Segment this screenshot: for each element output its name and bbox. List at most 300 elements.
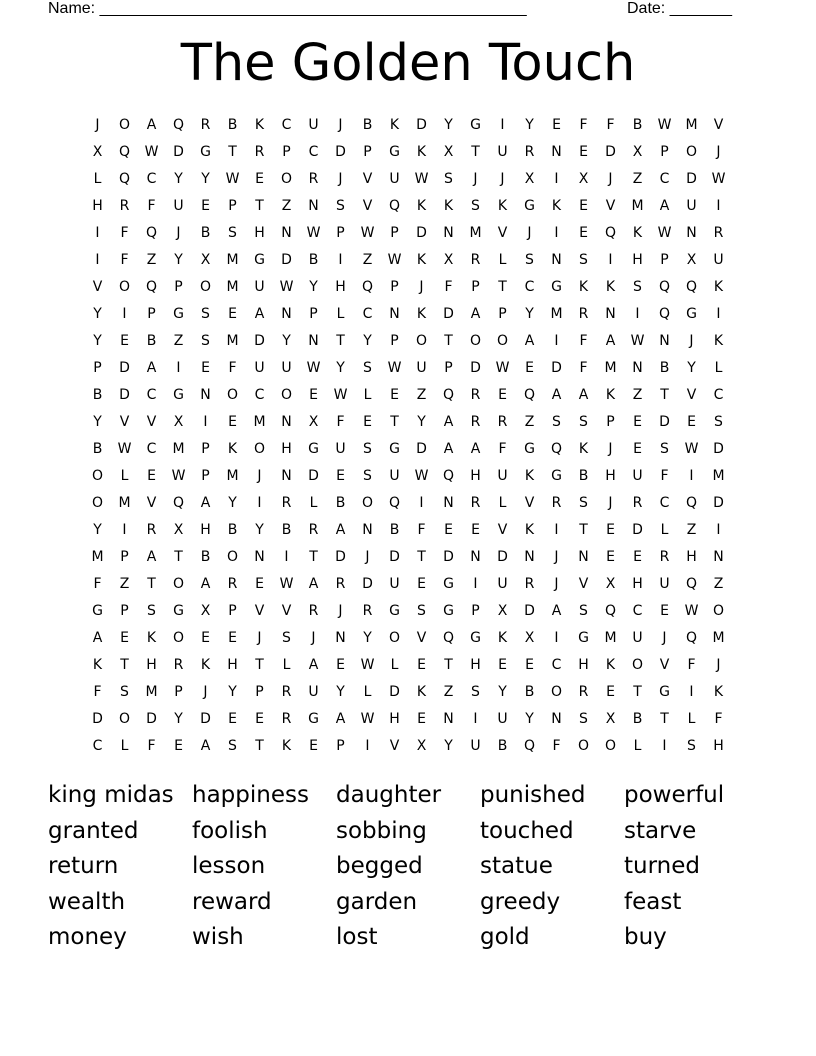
grid-letter: G (443, 576, 454, 592)
grid-row (84, 193, 732, 220)
grid-letter: U (254, 360, 265, 376)
grid-letter: C (92, 738, 103, 754)
grid-letter: O (226, 549, 239, 565)
grid-letter: C (146, 441, 157, 457)
grid-letter: S (363, 441, 372, 457)
grid-letter: F (147, 198, 156, 214)
grid-letter: B (146, 333, 157, 349)
grid-letter: O (550, 684, 563, 700)
grid-letter: W (495, 360, 510, 376)
grid-letter: N (308, 198, 319, 214)
grid-letter: J (203, 684, 208, 700)
grid-letter: N (389, 306, 400, 322)
grid-row (84, 301, 732, 328)
grid-letter: L (120, 468, 129, 484)
grid-letter: Q (172, 495, 185, 511)
grid-letter: F (579, 117, 588, 133)
grid-letter: Y (687, 360, 696, 376)
grid-letter: R (362, 603, 373, 619)
word-bank-item: punished (480, 782, 586, 808)
grid-letter: K (200, 657, 211, 673)
grid-letter: T (228, 144, 237, 160)
grid-letter: V (119, 414, 130, 430)
grid-letter: Z (524, 414, 535, 430)
grid-letter: M (604, 630, 617, 646)
grid-letter: Y (525, 306, 534, 322)
grid-letter: M (118, 495, 131, 511)
grid-letter: K (524, 468, 535, 484)
grid-letter: F (147, 738, 156, 754)
grid-letter: A (200, 495, 211, 511)
grid-letter: V (416, 630, 427, 646)
grid-letter: S (444, 171, 453, 187)
grid-letter: N (470, 549, 481, 565)
word-bank-item: touched (480, 817, 574, 844)
grid-letter: E (498, 657, 507, 673)
grid-letter: H (686, 549, 697, 565)
grid-letter: A (524, 333, 535, 349)
grid-letter: P (444, 360, 453, 376)
grid-letter: W (414, 171, 429, 187)
word-bank-item: feast (624, 888, 682, 915)
grid-letter: G (389, 144, 400, 160)
grid-letter: Y (93, 333, 102, 349)
grid-letter: P (147, 306, 156, 322)
grid-letter: V (713, 117, 724, 133)
grid-letter: N (524, 549, 535, 565)
grid-letter: K (227, 441, 238, 457)
grid-letter: Y (228, 495, 237, 511)
grid-letter: E (390, 387, 399, 403)
grid-letter: I (473, 711, 478, 727)
grid-letter: F (93, 576, 102, 592)
grid-letter: S (579, 252, 588, 268)
grid-letter: Z (632, 387, 643, 403)
grid-letter: L (633, 738, 642, 754)
grid-letter: X (443, 252, 454, 268)
grid-letter: J (527, 225, 532, 241)
grid-letter: R (119, 198, 130, 214)
grid-letter: V (497, 225, 508, 241)
grid-letter: A (335, 522, 346, 538)
grid-row (84, 328, 732, 355)
grid-letter: E (255, 576, 264, 592)
grid-letter: P (228, 198, 237, 214)
grid-letter: H (146, 657, 157, 673)
grid-letter: P (606, 414, 615, 430)
grid-letter: V (146, 495, 157, 511)
grid-letter: U (389, 468, 400, 484)
grid-letter: Z (281, 198, 292, 214)
grid-letter: S (201, 333, 210, 349)
grid-letter: I (689, 468, 694, 484)
grid-letter: D (416, 225, 427, 241)
grid-letter: H (92, 198, 103, 214)
grid-row (84, 571, 732, 598)
grid-letter: N (605, 306, 616, 322)
grid-letter: Z (416, 387, 427, 403)
grid-letter: K (713, 333, 724, 349)
grid-letter: D (686, 171, 697, 187)
grid-letter: H (281, 441, 292, 457)
grid-letter: N (281, 306, 292, 322)
grid-letter: D (92, 711, 103, 727)
grid-letter: M (226, 468, 239, 484)
grid-letter: E (120, 333, 129, 349)
grid-letter: Q (658, 279, 671, 295)
grid-letter: F (228, 360, 237, 376)
grid-letter: T (417, 549, 426, 565)
grid-letter: R (308, 603, 319, 619)
grid-letter: F (498, 441, 507, 457)
grid-letter: A (443, 441, 454, 457)
grid-letter: I (473, 576, 478, 592)
grid-letter: Y (282, 333, 291, 349)
grid-letter: T (147, 576, 156, 592)
grid-letter: R (524, 144, 535, 160)
grid-letter: S (363, 468, 372, 484)
grid-letter: R (470, 414, 481, 430)
grid-letter: E (525, 657, 534, 673)
grid-letter: R (713, 225, 724, 241)
grid-letter: W (360, 657, 375, 673)
grid-letter: P (201, 441, 210, 457)
grid-letter: F (120, 225, 129, 241)
grid-letter: R (173, 657, 184, 673)
word-bank-item: money (48, 924, 127, 950)
word-bank-item: happiness (192, 782, 309, 808)
grid-letter: P (660, 252, 669, 268)
grid-letter: C (281, 117, 292, 133)
grid-letter: A (200, 576, 211, 592)
grid-letter: I (176, 360, 181, 376)
grid-letter: S (201, 306, 210, 322)
grid-letter: P (309, 306, 318, 322)
grid-letter: X (200, 252, 211, 268)
grid-row (84, 598, 732, 625)
grid-letter: V (605, 198, 616, 214)
grid-letter: A (551, 387, 562, 403)
grid-letter: N (308, 333, 319, 349)
grid-letter: O (118, 117, 131, 133)
grid-letter: T (120, 657, 129, 673)
grid-letter: X (173, 522, 184, 538)
grid-letter: I (635, 306, 640, 322)
grid-letter: E (633, 441, 642, 457)
grid-letter: Z (362, 252, 373, 268)
grid-letter: H (254, 225, 265, 241)
grid-row (84, 112, 732, 139)
grid-letter: M (145, 684, 158, 700)
grid-letter: H (200, 522, 211, 538)
grid-letter: O (199, 279, 212, 295)
grid-letter: E (309, 738, 318, 754)
grid-letter: R (227, 576, 238, 592)
grid-letter: H (335, 279, 346, 295)
grid-letter: Y (336, 684, 345, 700)
grid-letter: G (443, 603, 454, 619)
grid-letter: E (417, 657, 426, 673)
grid-letter: X (92, 144, 103, 160)
grid-letter: S (660, 441, 669, 457)
grid-letter: A (146, 360, 157, 376)
grid-letter: T (444, 657, 453, 673)
grid-letter: J (311, 630, 316, 646)
grid-letter: A (254, 306, 265, 322)
grid-letter: D (335, 144, 346, 160)
grid-letter: Y (444, 738, 453, 754)
grid-letter: N (551, 252, 562, 268)
grid-letter: P (390, 225, 399, 241)
grid-letter: Q (523, 387, 536, 403)
grid-letter: Q (604, 603, 617, 619)
grid-letter: S (282, 630, 291, 646)
grid-letter: J (257, 630, 262, 646)
grid-letter: B (281, 522, 292, 538)
grid-letter: P (255, 684, 264, 700)
grid-letter: J (716, 144, 721, 160)
grid-letter: M (712, 468, 725, 484)
grid-letter: P (228, 603, 237, 619)
grid-letter: T (255, 738, 264, 754)
grid-letter: O (118, 279, 131, 295)
grid-letter: V (362, 171, 373, 187)
grid-letter: B (227, 117, 238, 133)
grid-letter: A (308, 576, 319, 592)
grid-letter: M (631, 198, 644, 214)
grid-letter: J (608, 441, 613, 457)
grid-letter: N (254, 549, 265, 565)
grid-letter: C (524, 279, 535, 295)
word-bank-item: lost (336, 924, 378, 950)
grid-letter: L (660, 522, 669, 538)
grid-letter: X (632, 144, 643, 160)
grid-letter: W (630, 333, 645, 349)
grid-letter: Q (442, 387, 455, 403)
grid-letter: Q (442, 468, 455, 484)
grid-letter: Q (145, 279, 158, 295)
grid-letter: M (712, 630, 725, 646)
grid-letter: S (228, 738, 237, 754)
word-bank-item: greedy (480, 888, 561, 915)
worksheet-header (48, 0, 768, 20)
grid-letter: O (253, 441, 266, 457)
grid-letter: U (632, 468, 643, 484)
grid-letter: U (416, 360, 427, 376)
grid-letter: K (416, 684, 427, 700)
grid-letter: E (525, 360, 534, 376)
grid-letter: L (363, 387, 372, 403)
grid-letter: N (551, 711, 562, 727)
grid-letter: M (226, 279, 239, 295)
grid-letter: D (443, 306, 454, 322)
word-bank-item: garden (336, 888, 418, 915)
grid-letter: G (659, 684, 670, 700)
grid-letter: E (606, 522, 615, 538)
grid-letter: L (93, 171, 102, 187)
grid-letter: E (201, 630, 210, 646)
grid-letter: I (122, 306, 127, 322)
grid-letter: W (279, 576, 294, 592)
grid-letter: W (657, 225, 672, 241)
grid-letter: S (552, 414, 561, 430)
grid-letter: J (365, 549, 370, 565)
grid-letter: O (415, 333, 428, 349)
grid-letter: J (338, 603, 343, 619)
grid-letter: F (579, 360, 588, 376)
grid-letter: I (122, 522, 127, 538)
grid-letter: R (551, 495, 562, 511)
grid-letter: Q (685, 279, 698, 295)
word-bank-item: king midas (48, 782, 174, 808)
grid-letter: F (93, 684, 102, 700)
grid-letter: A (146, 117, 157, 133)
grid-letter: S (147, 603, 156, 619)
grid-letter: G (308, 711, 319, 727)
grid-letter: J (257, 468, 262, 484)
word-bank-item: lesson (192, 853, 266, 879)
grid-letter: N (632, 360, 643, 376)
grid-letter: P (498, 306, 507, 322)
grid-letter: I (284, 549, 289, 565)
grid-letter: Z (713, 576, 724, 592)
grid-letter: C (254, 387, 265, 403)
grid-letter: X (308, 414, 319, 430)
grid-letter: E (417, 576, 426, 592)
grid-letter: V (659, 657, 670, 673)
grid-letter: Q (685, 576, 698, 592)
grid-letter: M (226, 252, 239, 268)
grid-letter: V (254, 603, 265, 619)
grid-letter: K (389, 117, 400, 133)
grid-letter: G (524, 198, 535, 214)
grid-letter: N (281, 414, 292, 430)
grid-letter: Y (174, 171, 183, 187)
grid-letter: F (714, 711, 723, 727)
grid-letter: R (578, 684, 589, 700)
word-bank-item: foolish (192, 817, 268, 844)
grid-letter: N (713, 549, 724, 565)
grid-letter: Q (145, 225, 158, 241)
grid-letter: L (363, 684, 372, 700)
grid-letter: T (498, 279, 507, 295)
grid-letter: Y (93, 414, 102, 430)
grid-letter: U (497, 711, 508, 727)
grid-letter: E (579, 198, 588, 214)
word-bank-item: begged (336, 853, 423, 879)
grid-letter: L (120, 738, 129, 754)
word-bank-item: wealth (48, 888, 126, 915)
grid-letter: X (605, 576, 616, 592)
grid-letter: J (608, 171, 613, 187)
grid-letter: P (93, 360, 102, 376)
grid-letter: N (443, 711, 454, 727)
grid-letter: L (390, 657, 399, 673)
grid-letter: F (417, 522, 426, 538)
grid-letter: Q (388, 198, 401, 214)
grid-letter: S (579, 711, 588, 727)
grid-letter: V (146, 414, 157, 430)
grid-letter: O (172, 630, 185, 646)
grid-letter: N (281, 225, 292, 241)
grid-letter: L (309, 495, 318, 511)
grid-letter: Y (525, 711, 534, 727)
grid-letter: E (255, 711, 264, 727)
grid-letter: L (498, 495, 507, 511)
grid-letter: R (281, 684, 292, 700)
grid-letter: R (497, 414, 508, 430)
grid-letter: E (147, 468, 156, 484)
grid-letter: O (280, 171, 293, 187)
grid-letter: L (336, 306, 345, 322)
grid-letter: Y (417, 414, 426, 430)
grid-letter: G (389, 441, 400, 457)
grid-letter: E (174, 738, 183, 754)
grid-letter: Q (118, 144, 131, 160)
grid-row (84, 679, 732, 706)
grid-letter: E (336, 657, 345, 673)
grid-letter: N (443, 495, 454, 511)
grid-letter: A (335, 711, 346, 727)
grid-letter: E (228, 711, 237, 727)
grid-letter: K (416, 306, 427, 322)
grid-letter: P (471, 603, 480, 619)
grid-letter: Q (658, 306, 671, 322)
grid-row (84, 166, 732, 193)
grid-letter: W (684, 441, 699, 457)
grid-letter: D (173, 144, 184, 160)
grid-letter: G (686, 306, 697, 322)
grid-letter: I (203, 414, 208, 430)
grid-letter: S (471, 684, 480, 700)
grid-letter: I (554, 225, 559, 241)
grid-letter: D (605, 144, 616, 160)
grid-letter: M (469, 225, 482, 241)
grid-letter: A (200, 738, 211, 754)
grid-letter: K (605, 387, 616, 403)
grid-letter: I (338, 252, 343, 268)
grid-letter: S (633, 279, 642, 295)
grid-letter: B (524, 684, 535, 700)
grid-letter: R (281, 495, 292, 511)
grid-letter: S (417, 603, 426, 619)
grid-letter: T (660, 711, 669, 727)
grid-letter: I (95, 225, 100, 241)
grid-letter: D (659, 414, 670, 430)
grid-letter: R (578, 306, 589, 322)
grid-letter: J (338, 117, 343, 133)
grid-letter: E (687, 414, 696, 430)
grid-letter: E (471, 522, 480, 538)
grid-letter: G (308, 441, 319, 457)
grid-letter: Y (363, 630, 372, 646)
word-bank-item: wish (192, 924, 244, 950)
grid-letter: I (554, 630, 559, 646)
grid-letter: D (713, 441, 724, 457)
grid-letter: U (632, 630, 643, 646)
grid-letter: Q (388, 495, 401, 511)
grid-letter: U (389, 171, 400, 187)
grid-letter: N (443, 225, 454, 241)
grid-letter: K (443, 198, 454, 214)
grid-letter: M (550, 306, 563, 322)
grid-letter: F (660, 468, 669, 484)
grid-letter: C (362, 306, 373, 322)
grid-row (84, 463, 732, 490)
grid-letter: K (551, 198, 562, 214)
grid-letter: J (554, 549, 559, 565)
grid-letter: T (174, 549, 183, 565)
